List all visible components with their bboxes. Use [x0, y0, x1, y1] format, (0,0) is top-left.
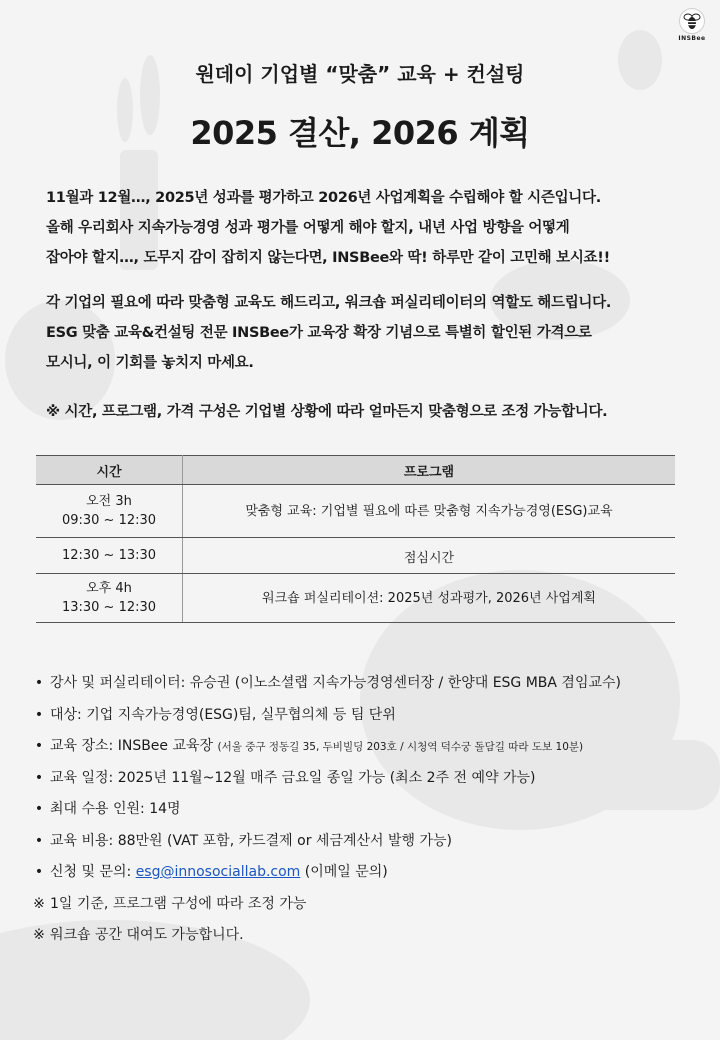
time-cell: 12:30 ~ 13:30 — [36, 538, 183, 574]
venue-detail: (서울 중구 정동길 35, 두비빌딩 203호 / 시청역 덕수궁 돌담길 따라 도보 10분) — [217, 741, 584, 753]
logo-text: INSBee — [678, 35, 706, 42]
dates-text: 교육 일정: 2025년 11월~12월 매주 금요일 종일 가능 (최소 2주 전 예약 가능) — [50, 769, 536, 786]
offer-line: ESG 맞춤 교육&컨설팅 전문 INSBee가 교육장 확장 기념으로 특별히 할인된 가격으로 — [46, 325, 592, 341]
capacity-text: 최대 수용 인원: 14명 — [50, 801, 181, 817]
bullet: • — [34, 675, 44, 691]
intro-line: 올해 우리회사 지속가능경영 성과 평가를 어떻게 해야 할지, 내년 사업 방향을 어떻게 — [46, 220, 570, 236]
page-subtitle: 원데이 기업별 “맞춤” 교육 + 컨설팅 — [195, 62, 525, 86]
list-item — [28, 668, 708, 700]
list-item — [28, 731, 708, 763]
note-text: 1일 기준, 프로그램 구성에 따라 조정 가능 — [50, 895, 307, 912]
header-program: 프로그램 — [183, 456, 676, 485]
list-item — [28, 763, 708, 795]
time-label: 오전 3h — [86, 494, 132, 509]
cost-text: 교육 비용: 88만원 (VAT 포함, 카드결제 or 세금계산서 발행 가능) — [50, 832, 453, 849]
table-row — [36, 574, 675, 623]
reference-mark: ※ — [33, 927, 45, 943]
list-item — [28, 794, 708, 826]
list-item — [28, 857, 708, 889]
bullet: • — [34, 706, 44, 723]
bee-icon — [679, 8, 705, 34]
time-label: 오후 4h — [86, 581, 132, 596]
note-paragraph — [46, 397, 696, 427]
list-item — [28, 700, 708, 732]
venue-text: 교육 장소: INSBee 교육장 — [50, 738, 214, 754]
schedule-table — [36, 455, 675, 623]
header-time: 시간 — [36, 456, 183, 485]
program-cell: 워크숍 퍼실리테이션: 2025년 성과평가, 2026년 사업계획 — [183, 574, 676, 623]
table-row — [36, 538, 675, 574]
program-cell: 점심시간 — [183, 538, 676, 574]
reference-mark: ※ — [33, 895, 45, 912]
instructor-text: 강사 및 퍼실리테이터: 유승권 (이노소셜랩 지속가능경영센터장 / 한양대 ESG MBA 겸임교수) — [50, 675, 621, 691]
time-cell — [36, 485, 183, 538]
bullet: • — [34, 801, 44, 817]
note-line: ※ 시간, 프로그램, 가격 구성은 기업별 상황에 따라 얼마든지 맞춤형으로 조정 가능합니다. — [46, 404, 608, 420]
intro-line: 11월과 12월…, 2025년 성과를 평가하고 2026년 사업계획을 수립해야 할 시즌입니다. — [46, 190, 601, 206]
info-list — [28, 668, 708, 952]
time-cell — [36, 574, 183, 623]
bullet: • — [34, 738, 44, 754]
intro-paragraph — [46, 183, 696, 273]
offer-line: 모시니, 이 기회를 놓치지 마세요. — [46, 355, 254, 371]
contact-email-link[interactable]: esg@innosociallab.com — [135, 864, 301, 880]
offer-line: 각 기업의 필요에 따라 맞춤형 교육도 해드리고, 워크숍 퍼실리테이터의 역할도 해드립니다. — [46, 295, 612, 311]
insbee-logo — [672, 8, 712, 52]
contact-label: 신청 및 문의: — [50, 864, 136, 880]
time-range: 09:30 ~ 12:30 — [61, 513, 157, 528]
bullet: • — [34, 832, 44, 849]
offer-paragraph — [46, 288, 696, 378]
note-text: 워크숍 공간 대여도 가능합니다. — [50, 927, 244, 943]
list-item — [28, 920, 708, 952]
intro-line: 잡아야 할지…, 도무지 감이 잡히지 않는다면, INSBee와 딱! 하루만 같이 고민해 보시죠!! — [46, 250, 610, 266]
program-cell: 맞춤형 교육: 기업별 필요에 따른 맞춤형 지속가능경영(ESG)교육 — [183, 485, 676, 538]
list-item — [28, 889, 708, 921]
time-range: 13:30 ~ 12:30 — [61, 600, 157, 615]
bullet: • — [34, 769, 44, 786]
bullet: • — [34, 864, 44, 880]
table-header-row — [36, 456, 675, 485]
table-row — [36, 485, 675, 538]
page-title: 2025 결산, 2026 계획 — [190, 114, 530, 152]
target-text: 대상: 기업 지속가능경영(ESG)팀, 실무협의체 등 팀 단위 — [50, 706, 396, 723]
list-item — [28, 826, 708, 858]
contact-suffix: (이메일 문의) — [300, 864, 388, 880]
